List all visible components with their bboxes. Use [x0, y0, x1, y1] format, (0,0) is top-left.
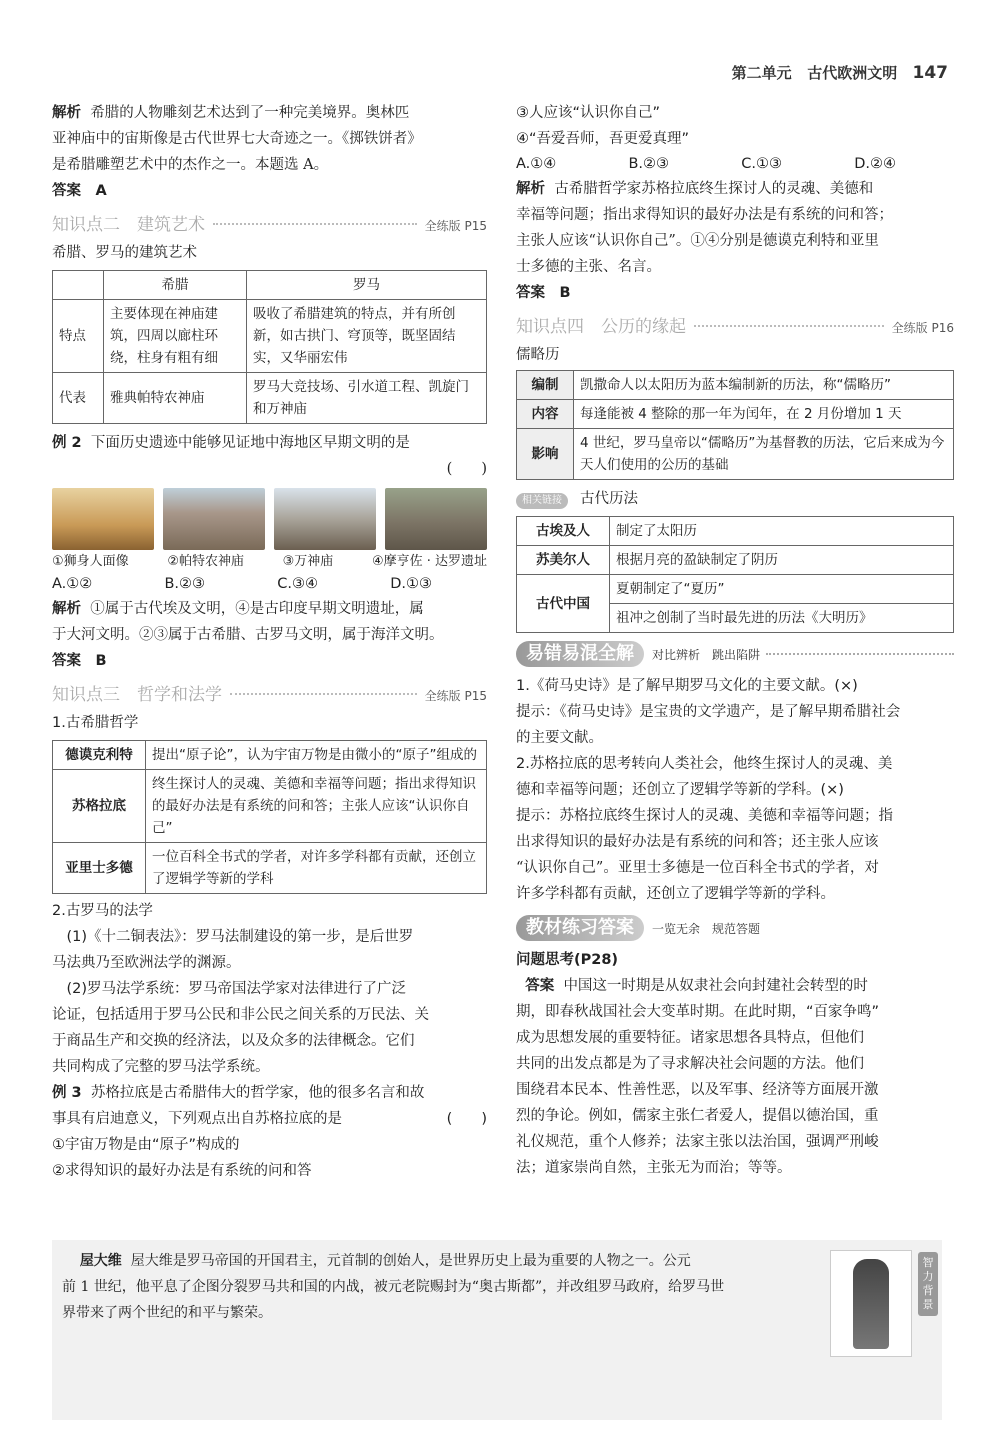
row-label: 古代中国	[517, 575, 610, 633]
analysis-line: ①属于古代埃及文明，④是古印度早期文明遗址，属	[90, 601, 424, 617]
problem-line: 成为思想发展的重要特征。诸家思想各具特点，但他们	[516, 1030, 864, 1046]
page-number: 147	[912, 63, 948, 83]
side-tag: 智力背景	[918, 1252, 938, 1316]
analysis-line: 亚神庙中的宙斯像是古代世界七大奇迹之一。《掷铁饼者》	[52, 131, 422, 147]
caption: ④摩亨佐 · 达罗遗址	[371, 554, 487, 569]
right-column	[516, 100, 954, 1181]
answer-paren: ( )	[446, 461, 487, 477]
kp-ref: 全练版 P15	[424, 689, 487, 703]
analysis-label: 解析	[516, 181, 545, 197]
philosophy-table	[52, 740, 487, 894]
parthenon-image	[163, 488, 265, 550]
cell: 凯撒命人以太阳历为蓝本编制新的历法，称“儒略历”	[574, 371, 954, 400]
analysis-label: 解析	[52, 105, 81, 121]
cell: 祖冲之创制了当时最先进的历法《大明历》	[610, 604, 954, 633]
kp-ref: 全练版 P15	[424, 219, 487, 233]
law-line: 于商品生产和交换的经济法，以及众多的法律概念。它们	[52, 1033, 415, 1049]
example-item: ②求得知识的最好办法是有系统的问和答	[52, 1163, 312, 1179]
knowledge-point-4-heading	[516, 312, 954, 338]
analysis-line: 古希腊哲学家苏格拉底终生探讨人的灵魂、美德和	[554, 181, 874, 197]
law-line: 马法典乃至欧洲法学的渊源。	[52, 955, 241, 971]
page-header	[732, 62, 948, 83]
caption: ③万神庙	[282, 554, 334, 569]
section-title: 2.古罗马的法学	[52, 903, 153, 919]
banner-subtitle: 对比辨析 跳出陷阱	[652, 647, 761, 662]
options	[52, 572, 432, 596]
row-label: 苏美尔人	[517, 546, 610, 575]
problem-line: 共同的出发点都是为了寻求解决社会问题的方法。他们	[516, 1056, 864, 1072]
confusion-line: 提示：《荷马史诗》是宝贵的文学遗产，是了解早期希腊社会	[516, 704, 901, 720]
section-title: 儒略历	[516, 347, 560, 363]
cell: 制定了太阳历	[610, 517, 954, 546]
related-link-tag: 相关链接	[516, 493, 568, 509]
kp-title: 知识点三 哲学和法学	[52, 685, 222, 705]
analysis-line: 主张人应该“认识你自己”。①④分别是德谟克利特和亚里	[516, 233, 879, 249]
row-label: 内容	[517, 400, 574, 429]
law-line: 论证，包括适用于罗马公民和非公民之间关系的万民法、关	[52, 1007, 429, 1023]
example-question: 下面历史遗迹中能够见证地中海地区早期文明的是	[90, 435, 410, 451]
problem-line: 礼仪规范，重个人修养；法家主张以法治国，强调严刑峻	[516, 1134, 879, 1150]
section-title: 古代历法	[580, 491, 638, 507]
textbook-banner	[516, 915, 954, 941]
philosopher-desc: 提出“原子论”，认为宇宙万物是由微小的“原子”组成的	[146, 741, 487, 770]
problem-title: 问题思考(P28)	[516, 952, 619, 968]
background-line: 前 1 世纪，他平息了企图分裂罗马共和国的内战，被元老院赐封为“奥古斯都”，并改组罗马政府，给罗马世	[62, 1279, 725, 1295]
banner-title: 教材练习答案	[516, 915, 644, 941]
section-title: 希腊、罗马的建筑艺术	[52, 245, 197, 261]
example-question: 苏格拉底是古希腊伟大的哲学家，他的很多名言和故	[90, 1085, 425, 1101]
option: B.②③	[164, 576, 206, 592]
sphinx-image	[52, 488, 154, 550]
cell: 主要体现在神庙建筑，四周以廊柱环绕，柱身有粗有细	[104, 300, 247, 373]
banner-subtitle: 一览无余 规范答题	[652, 921, 761, 936]
confusion-banner	[516, 641, 954, 667]
col-rome: 罗马	[247, 271, 487, 300]
example-label: 例 2	[52, 435, 82, 451]
cell: 吸收了希腊建筑的特点，并有所创新，如古拱门、穹顶等，既坚固结实，又华丽宏伟	[247, 300, 487, 373]
analysis-line: 希腊的人物雕刻艺术达到了一种完美境界。奥林匹	[90, 105, 410, 121]
photo-captions	[52, 552, 487, 572]
caption: ①狮身人面像	[52, 554, 129, 569]
example-item: ④“吾爱吾师，吾更爱真理”	[516, 131, 690, 147]
cell: 根据月亮的盈缺制定了阴历	[610, 546, 954, 575]
confusion-line: 2.苏格拉底的思考转向人类社会，他终生探讨人的灵魂、美	[516, 756, 893, 772]
problem-line: 围绕君本民本、性善性恶，以及军事、经济等方面展开激	[516, 1082, 879, 1098]
answer: 答案 B	[516, 285, 571, 301]
row-label: 特点	[53, 300, 104, 373]
julian-calendar-table	[516, 370, 954, 480]
example-photos	[52, 488, 487, 550]
col-greece: 希腊	[104, 271, 247, 300]
option: C.③④	[277, 576, 318, 592]
unit-label: 第二单元	[731, 64, 792, 82]
philosopher-desc: 一位百科全书式的学者，对许多学科都有贡献，还创立了逻辑学等新的学科	[146, 843, 487, 894]
row-label: 编制	[517, 371, 574, 400]
analysis-line: 幸福等问题；指出求得知识的最好办法是有系统的问和答；	[516, 207, 893, 223]
confusion-text	[516, 673, 954, 907]
person-name: 屋大维	[79, 1253, 122, 1269]
answer-label: 答案	[525, 978, 555, 994]
option: C.①③	[741, 156, 782, 172]
cell: 每逢能被 4 整除的那一年为闰年，在 2 月份增加 1 天	[574, 400, 954, 429]
knowledge-point-2-heading	[52, 210, 487, 236]
option: A.①②	[52, 576, 93, 592]
row-label: 古埃及人	[517, 517, 610, 546]
knowledge-point-3-heading	[52, 680, 487, 706]
philosopher-name: 德谟克利特	[53, 741, 146, 770]
architecture-table	[52, 270, 487, 424]
problem-line: 法；道家崇尚自然，主张无为而治；等等。	[516, 1160, 792, 1176]
answer-paren: ( )	[446, 1111, 487, 1127]
example-item: ③人应该“认识你自己”	[516, 105, 661, 121]
section-title: 1.古希腊哲学	[52, 715, 139, 731]
option: D.①③	[390, 576, 432, 592]
analysis-line: 于大河文明。②③属于古希腊、古罗马文明，属于海洋文明。	[52, 627, 444, 643]
cell: 4 世纪，罗马皇帝以“儒略历”为基督教的历法，它后来成为今天人们使用的公历的基础	[574, 429, 954, 480]
banner-title: 易错易混全解	[516, 641, 644, 667]
philosopher-name: 苏格拉底	[53, 770, 146, 843]
left-column	[52, 100, 487, 1184]
background-text	[62, 1248, 822, 1326]
analysis-label: 解析	[52, 601, 81, 617]
options	[516, 152, 896, 176]
problem-answer	[516, 973, 954, 1181]
philosopher-desc: 终生探讨人的灵魂、美德和幸福等问题；指出求得知识的最好办法是有系统的问和答；主张人应该“认识你自己”	[146, 770, 487, 843]
problem-line: 烈的争论。例如，儒家主张仁者爱人，提倡以德治国，重	[516, 1108, 879, 1124]
augustus-statue-image	[830, 1250, 912, 1357]
option: D.②④	[854, 156, 896, 172]
confusion-line: 德和幸福等问题；还创立了逻辑学等新的学科。(×)	[516, 782, 844, 798]
problem-line: 中国这一时期是从奴隶社会向封建社会转型的时	[563, 978, 868, 994]
row-label: 影响	[517, 429, 574, 480]
law-line: 共同构成了完整的罗马法学系统。	[52, 1059, 270, 1075]
ancient-calendar-table	[516, 516, 954, 633]
confusion-line: 出求得知识的最好办法是有系统的问和答；还主张人应该	[516, 834, 879, 850]
background-line: 屋大维是罗马帝国的开国君主，元首制的创始人，是世界历史上最为重要的人物之一。公元	[130, 1253, 691, 1269]
confusion-line: 提示：苏格拉底终生探讨人的灵魂、美德和幸福等问题；指	[516, 808, 893, 824]
example-question: 事具有启迪意义，下列观点出自苏格拉底的是	[52, 1111, 342, 1127]
philosopher-name: 亚里士多德	[53, 843, 146, 894]
confusion-line: “认识你自己”。亚里士多德是一位百科全书式的学者，对	[516, 860, 879, 876]
mohenjo-daro-image	[385, 488, 487, 550]
kp-title: 知识点四 公历的缘起	[516, 317, 686, 337]
example-item: ①宇宙万物是由“原子”构成的	[52, 1137, 240, 1153]
law-text	[52, 924, 487, 1080]
confusion-line: 许多学科都有贡献，还创立了逻辑学等新的学科。	[516, 886, 835, 902]
law-line: (1)《十二铜表法》：罗马法制建设的第一步，是后世罗	[52, 929, 414, 945]
confusion-line: 1.《荷马史诗》是了解早期罗马文化的主要文献。(×)	[516, 678, 858, 694]
cell: 雅典帕特农神庙	[104, 373, 247, 424]
answer: 答案 A	[52, 183, 107, 199]
analysis-line: 士多德的主张、名言。	[516, 259, 661, 275]
option: A.①④	[516, 156, 557, 172]
example-label: 例 3	[52, 1085, 82, 1101]
background-line: 界带来了两个世纪的和平与繁荣。	[62, 1305, 272, 1321]
problem-line: 期，即春秋战国社会大变革时期。在此时期，“百家争鸣”	[516, 1004, 880, 1020]
unit-title: 古代欧洲文明	[807, 64, 898, 82]
background-knowledge-box	[52, 1240, 942, 1420]
caption: ②帕特农神庙	[167, 554, 244, 569]
kp-title: 知识点二 建筑艺术	[52, 215, 205, 235]
pantheon-image	[274, 488, 376, 550]
cell: 罗马大竞技场、引水道工程、凯旋门和万神庙	[247, 373, 487, 424]
option: B.②③	[628, 156, 670, 172]
law-line: (2)罗马法学系统：罗马帝国法学家对法律进行了广泛	[52, 981, 407, 997]
row-label: 代表	[53, 373, 104, 424]
answer: 答案 B	[52, 653, 107, 669]
analysis-line: 是希腊雕塑艺术中的杰作之一。本题选 A。	[52, 157, 329, 173]
cell: 夏朝制定了“夏历”	[610, 575, 954, 604]
kp-ref: 全练版 P16	[891, 321, 954, 335]
confusion-line: 的主要文献。	[516, 730, 603, 746]
